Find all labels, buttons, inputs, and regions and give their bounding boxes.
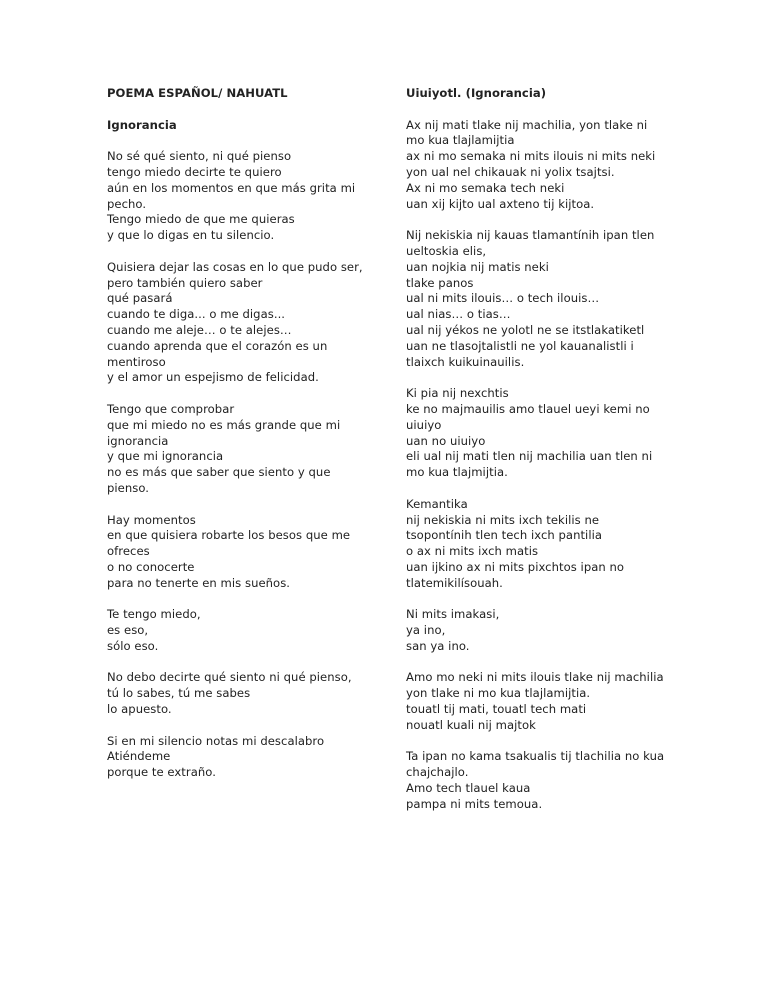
poem-line: No debo decirte qué siento ni qué pienso, xyxy=(107,670,352,685)
stanza xyxy=(406,670,668,733)
poem-line: tlatemikilísouah. xyxy=(406,575,503,590)
stanza xyxy=(107,149,372,244)
poem-line: mo kua tlajlamijtia xyxy=(406,133,515,148)
poem-line: mentiroso xyxy=(107,354,166,369)
poem-line: No sé qué siento, ni qué pienso xyxy=(107,149,292,164)
poem-line: tú lo sabes, tú me sabes xyxy=(107,686,251,701)
poem-line: pecho. xyxy=(107,196,147,211)
poem-line: uan xij kijto ual axteno tij kijtoa. xyxy=(406,196,595,211)
stanza xyxy=(406,497,668,592)
nahuatl-column xyxy=(406,86,668,828)
poem-line: qué pasará xyxy=(107,291,173,306)
poem-line: ueltoskia elis, xyxy=(406,243,487,258)
poem-line: Si en mi silencio notas mi descalabro xyxy=(107,733,325,748)
stanza xyxy=(406,607,668,654)
poem-line: es eso, xyxy=(107,623,149,638)
poem-line: yon ual nel chikauak ni yolix tsajtsi. xyxy=(406,164,615,179)
poem-line: touatl tij mati, touatl tech mati xyxy=(406,702,587,717)
poem-line: no es más que saber que siento y que xyxy=(107,465,331,480)
poem-line: nij nekiskia ni mits ixch tekilis ne xyxy=(406,512,600,527)
poem-line: pienso. xyxy=(107,480,150,495)
poem-line: eli ual nij mati tlen nij machilia uan tlen ni xyxy=(406,449,653,464)
poem-line: uan no uiuiyo xyxy=(406,433,486,448)
stanza xyxy=(107,670,372,717)
document-title: POEMA ESPAÑOL/ NAHUATL xyxy=(107,86,288,100)
poem-line: pampa ni mits temoua. xyxy=(406,796,543,811)
stanza xyxy=(406,386,668,481)
stanza xyxy=(107,734,372,781)
poem-line: mo kua tlajmijtia. xyxy=(406,465,508,480)
poem-line: Ni mits imakasi, xyxy=(406,607,500,622)
poem-line: Hay momentos xyxy=(107,512,196,527)
poem-line: Nij nekiskia nij kauas tlamantínih ipan tlen xyxy=(406,228,655,243)
poem-line: en que quisiera robarte los besos que me xyxy=(107,528,351,543)
poem-line: tlaixch kuikuinauilis. xyxy=(406,354,525,369)
stanza xyxy=(406,749,668,812)
poem-line: uiuiyo xyxy=(406,417,442,432)
spanish-poem-title: Ignorancia xyxy=(107,117,177,132)
poem-line: Ax ni mo semaka tech neki xyxy=(406,180,565,195)
stanza xyxy=(406,228,668,370)
poem-line: san ya ino. xyxy=(406,638,470,653)
poem-line: Kemantika xyxy=(406,496,468,511)
poem-line: y el amor un espejismo de felicidad. xyxy=(107,370,319,385)
poem-line: lo apuesto. xyxy=(107,702,172,717)
nahuatl-stanzas xyxy=(406,118,668,813)
poem-line: porque te extraño. xyxy=(107,765,216,780)
poem-line: cuando me aleje… o te alejes… xyxy=(107,322,292,337)
poem-line: ignorancia xyxy=(107,433,169,448)
poem-line: Amo tech tlauel kaua xyxy=(406,781,531,796)
poem-line: ke no majmauilis amo tlauel ueyi kemi no xyxy=(406,401,650,416)
poem-line: nouatl kuali nij majtok xyxy=(406,717,536,732)
nahuatl-poem-title: Uiuiyotl. (Ignorancia) xyxy=(406,86,547,100)
spanish-column xyxy=(107,86,372,797)
poem-line: Te tengo miedo, xyxy=(107,607,201,622)
poem-line: Tengo que comprobar xyxy=(107,401,235,416)
poem-line: Ta ipan no kama tsakualis tij tlachilia no kua xyxy=(406,749,665,764)
poem-line: tsopontínih tlen tech ixch pantilia xyxy=(406,528,603,543)
poem-line: ya ino, xyxy=(406,623,446,638)
spanish-stanzas xyxy=(107,149,372,781)
poem-line: o no conocerte xyxy=(107,559,195,574)
poem-line: y que lo digas en tu silencio. xyxy=(107,228,275,243)
poem-line: uan nojkia nij matis neki xyxy=(406,259,549,274)
poem-line: uan ijkino ax ni mits pixchtos ipan no xyxy=(406,559,625,574)
poem-line: para no tenerte en mis sueños. xyxy=(107,575,291,590)
poem-line: ual ni mits ilouis… o tech ilouis… xyxy=(406,291,600,306)
poem-line: que mi miedo no es más grande que mi xyxy=(107,417,341,432)
poem-line: pero también quiero saber xyxy=(107,275,263,290)
poem-line: ax ni mo semaka ni mits ilouis ni mits neki xyxy=(406,149,656,164)
poem-line: ual nias… o tias… xyxy=(406,307,511,322)
stanza xyxy=(406,118,668,213)
poem-line: Amo mo neki ni mits ilouis tlake nij machilia xyxy=(406,670,664,685)
poem-line: tlake panos xyxy=(406,275,474,290)
poem-line: uan ne tlasojtalistli ne yol kauanalistli i xyxy=(406,338,634,353)
poem-line: sólo eso. xyxy=(107,638,159,653)
stanza xyxy=(107,402,372,497)
poem-line: ual nij yékos ne yolotl ne se itstlakatiketl xyxy=(406,322,645,337)
poem-line: o ax ni mits ixch matis xyxy=(406,544,539,559)
poem-line: aún en los momentos en que más grita mi xyxy=(107,180,356,195)
poem-line: cuando te diga... o me digas... xyxy=(107,307,286,322)
stanza xyxy=(107,607,372,654)
stanza xyxy=(107,260,372,386)
poem-line: Tengo miedo de que me quieras xyxy=(107,212,295,227)
poem-line: cuando aprenda que el corazón es un xyxy=(107,338,328,353)
poem-line: Ki pia nij nexchtis xyxy=(406,386,509,401)
poem-line: chajchajlo. xyxy=(406,765,469,780)
poem-line: ofreces xyxy=(107,544,150,559)
poem-line: tengo miedo decirte te quiero xyxy=(107,164,282,179)
poem-line: yon tlake ni mo kua tlajlamijtia. xyxy=(406,686,591,701)
poem-line: y que mi ignorancia xyxy=(107,449,224,464)
poem-line: Atiéndeme xyxy=(107,749,171,764)
stanza xyxy=(107,513,372,592)
poem-line: Ax nij mati tlake nij machilia, yon tlake ni xyxy=(406,117,648,132)
poem-line: Quisiera dejar las cosas en lo que pudo ser, xyxy=(107,259,363,274)
